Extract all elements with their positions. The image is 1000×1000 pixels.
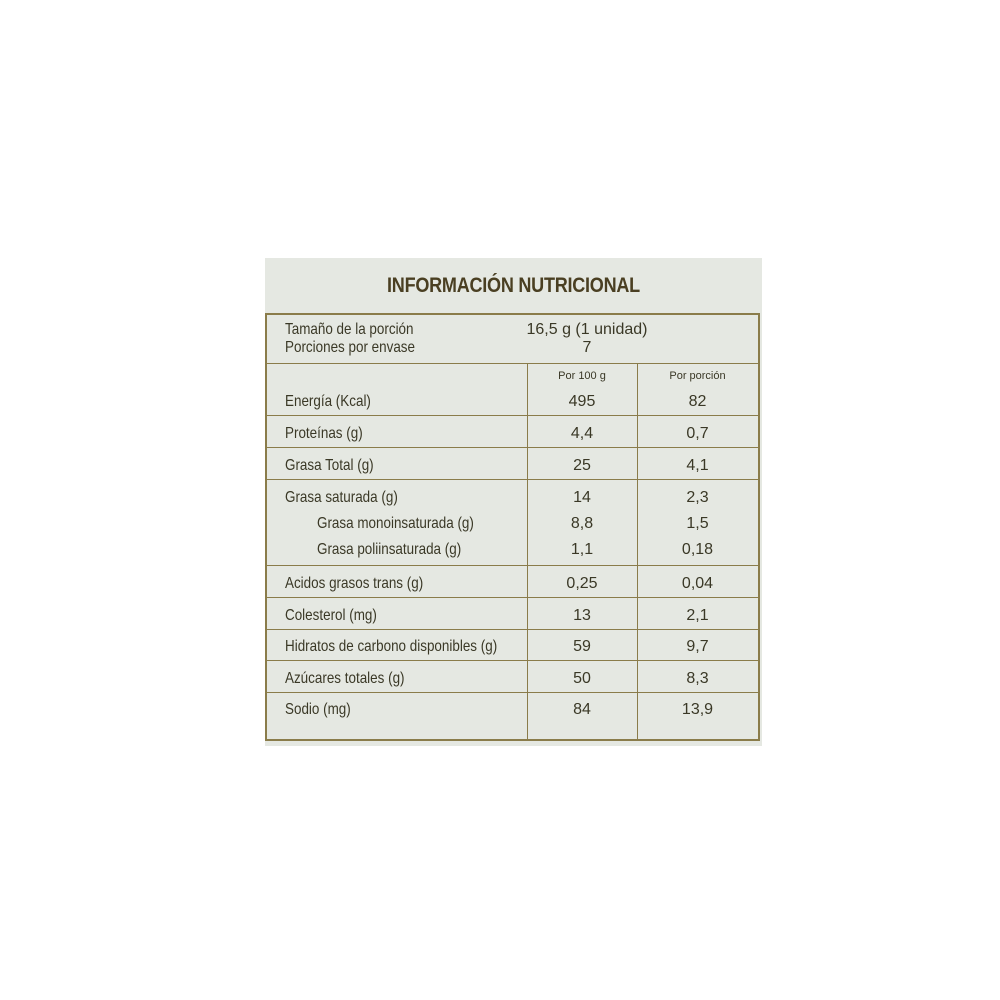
serving-size-label: Tamaño de la porción (285, 321, 414, 338)
row-value-per-100g: 84 (573, 701, 591, 718)
row-value-per-100g: 495 (568, 393, 596, 410)
servings-per-pack-label: Porciones por envase (285, 339, 416, 356)
row-label-indented: Grasa monoinsaturada (g) (317, 515, 474, 532)
row-value-per-100g: 25 (573, 457, 591, 474)
row-label: Energía (Kcal) (285, 393, 371, 410)
nutrition-facts-panel (265, 258, 762, 746)
row-value-per-100g: 14 (573, 489, 591, 506)
row-divider (267, 415, 758, 416)
row-value-per-portion: 8,3 (686, 670, 709, 687)
row-label: Acidos grasos trans (g) (285, 575, 424, 592)
row-label-indented: Grasa poliinsaturada (g) (317, 541, 462, 558)
row-label: Colesterol (mg) (285, 607, 377, 624)
row-value-per-portion: 9,7 (686, 638, 709, 655)
row-value-per-portion: 2,3 (686, 489, 709, 506)
column-header-per-portion: Por porción (669, 370, 726, 382)
row-value-per-100g: 50 (573, 670, 591, 687)
servings-per-pack-value: 7 (582, 339, 592, 356)
row-label: Proteínas (g) (285, 425, 363, 442)
row-label: Grasa saturada (g) (285, 489, 398, 506)
row-label: Sodio (mg) (285, 701, 351, 718)
row-value-per-100g: 4,4 (570, 425, 594, 442)
row-value-per-portion: 0,18 (681, 541, 714, 558)
row-divider (267, 597, 758, 598)
row-value-per-portion: 82 (688, 393, 707, 410)
divider (267, 363, 758, 364)
row-divider (267, 660, 758, 661)
row-value-per-portion: 1,5 (686, 515, 709, 532)
row-value-per-100g: 59 (573, 638, 591, 655)
row-value-per-100g: 1,1 (570, 541, 594, 558)
row-value-per-portion: 0,7 (686, 425, 709, 442)
row-label: Hidratos de carbono disponibles (g) (285, 638, 498, 655)
serving-size-value: 16,5 g (1 unidad) (526, 321, 648, 338)
row-value-per-100g: 13 (573, 607, 591, 624)
row-divider (267, 447, 758, 448)
row-divider (267, 565, 758, 566)
row-value-per-100g: 0,25 (566, 575, 598, 592)
row-divider (267, 479, 758, 480)
row-label: Azúcares totales (g) (285, 670, 405, 687)
panel-title: INFORMACIÓN NUTRICIONAL (387, 274, 640, 297)
row-value-per-portion: 4,1 (686, 457, 709, 474)
row-value-per-portion: 13,9 (681, 701, 714, 718)
row-label: Grasa Total (g) (285, 457, 374, 474)
row-value-per-portion: 0,04 (681, 575, 714, 592)
column-header-per-100g: Por 100 g (558, 370, 606, 382)
row-divider (267, 629, 758, 630)
row-value-per-portion: 2,1 (686, 607, 709, 624)
row-value-per-100g: 8,8 (570, 515, 594, 532)
nutrition-table (265, 313, 760, 741)
row-divider (267, 692, 758, 693)
